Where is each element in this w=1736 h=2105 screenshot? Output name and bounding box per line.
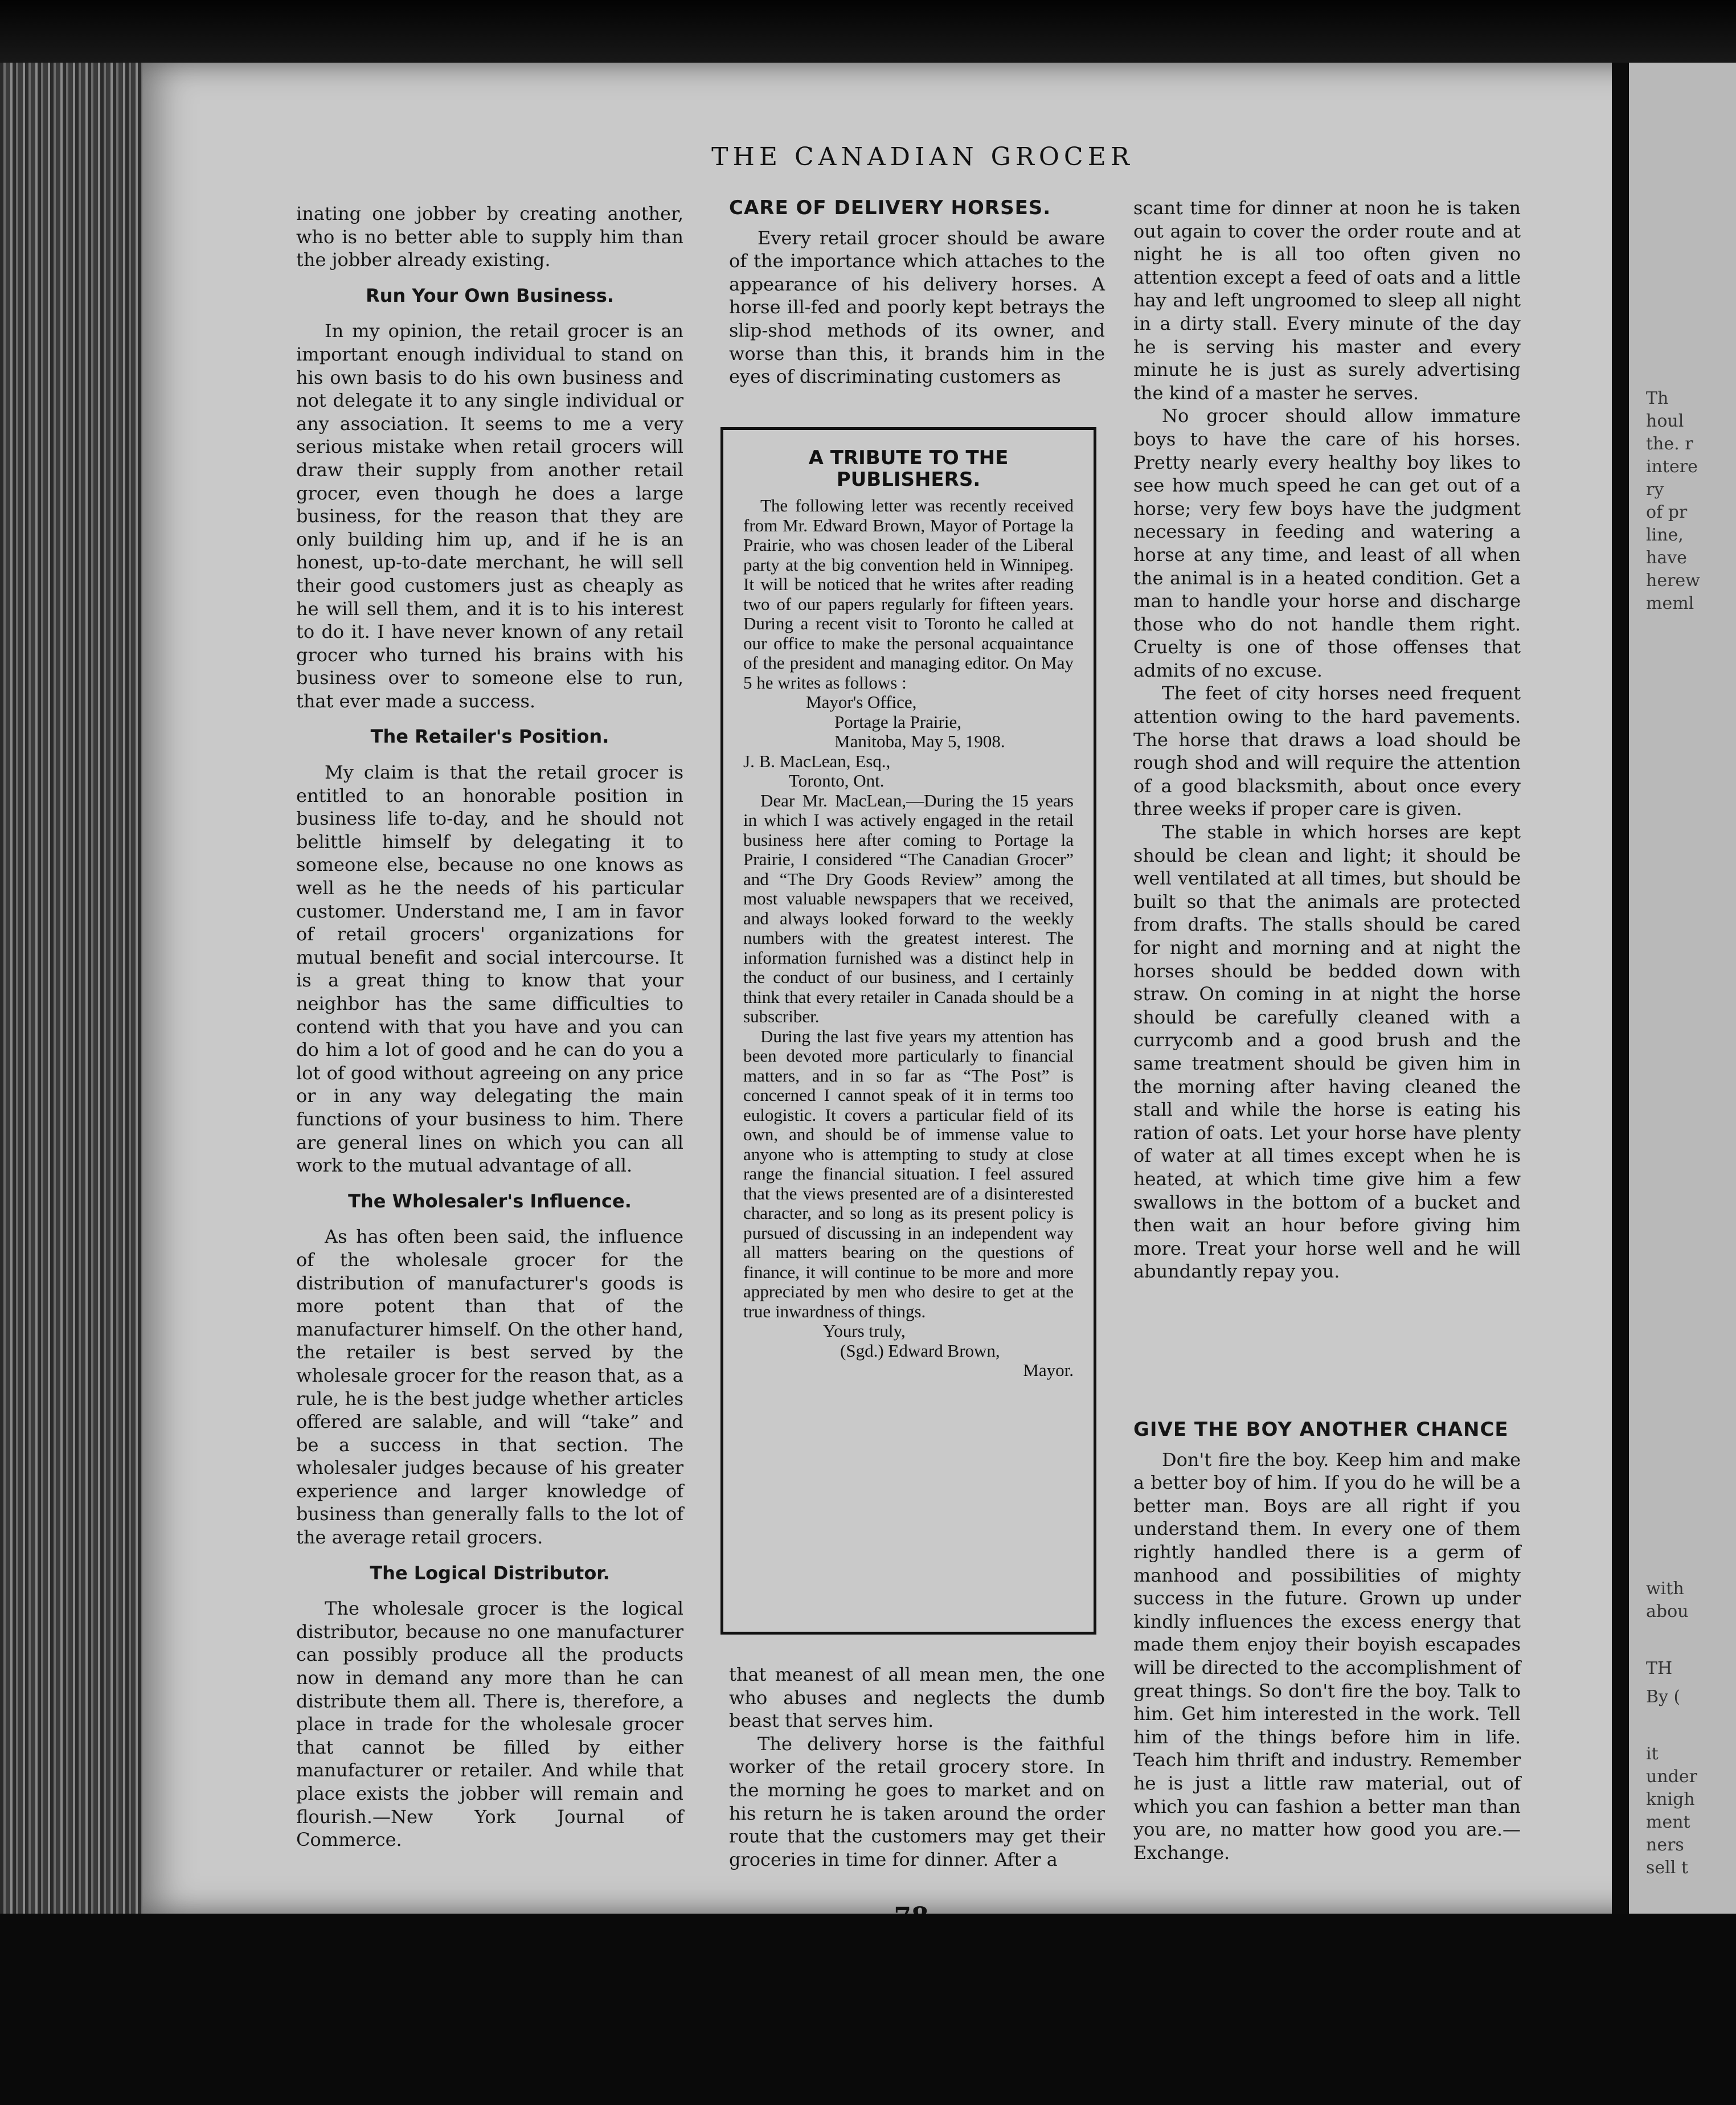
paragraph: The delivery horse is the faithful worker of the retail grocery store. In the morning he goes to market and on his return he is taken around the order route that the customers may get their groceries in time for dinner. After a [729,1733,1105,1870]
section-heading: The Wholesaler's Influence. [348,1190,632,1212]
letter-signature-line: Yours truly, [823,1321,906,1341]
letter-signature-line: (Sgd.) Edward Brown, [840,1340,1000,1361]
column-right-bottom [1133,1418,1521,1864]
letter-address-line: Mayor's Office, [806,692,917,712]
section-heading: The Logical Distributor. [370,1562,610,1584]
facing-page-fragment: Th [1646,388,1669,408]
paragraph: Don't fire the boy. Keep him and make a better boy of him. If you do he will be a better man. Boys are all right if you understand them. In every one of them rightly handled there is a germ of manhood and possibilities of mighty success in the future. Grown up under kindly influences the excess energy that made them enjoy their boyish escapades will be directed to the accomplishment of great things. So don't fire the boy. Talk to him. Get him interested in the work. Tell him of the things before him in life. Teach him thrift and industry. Remember he is just a little raw material, out of which you can fashion a better man than you are, no matter how good you are.—Exchange. [1133,1448,1521,1864]
paragraph: The stable in which horses are kept should be clean and light; it should be well ventilated at all times, but should be built so that the animals are protected from drafts. The stalls should be cared for night and morning and at night the horses should be bedded down with straw. On coming in at night the horse should be carefully cleaned with a currycomb and a good brush and the same treatment should be given him in the morning after having cleaned the stall and while the horse is eating his ration of oats. Let your horse have plenty of water at all times except when he is heated, at which time give him a few swallows in the bottom of a bucket and then wait an hour before giving him more. Treat your horse well and he will abundantly repay you. [1133,821,1521,1283]
facing-page-fragment: intere [1646,457,1698,477]
facing-page-fragment: ry [1646,480,1664,499]
facing-page-fragment: ment [1646,1812,1690,1832]
article-heading: GIVE THE BOY ANOTHER CHANCE [1133,1418,1509,1441]
scan-border-top [0,0,1736,68]
column-middle-top [729,196,1105,388]
tribute-box [720,427,1096,1635]
letter-recipient-line: Toronto, Ont. [789,771,885,791]
facing-page-fragment: meml [1646,593,1694,613]
column-right [1133,196,1521,1283]
article-heading: CARE OF DELIVERY HORSES. [729,196,1051,219]
facing-page-fragment: of pr [1646,502,1688,522]
paragraph: that meanest of all mean men, the one who abuses and neglects the dumb beast that serves him. [729,1664,1105,1732]
paragraph: During the last five years my attention has been devoted more particularly to financial matters, and in so far as “The Post” is concerned I cannot speak of it in terms too eulogistic. It covers a particular field of its own, and should be of immense value to anyone who is attempting to study at close range the financial situation. I feel assured that the views presented are of a disinterested character, and so long as its present policy is pursued of discussing in an independent way all matters bearing on the questions of finance, it will continue to be more and more appreciated by men who desire to get at the true inwardness of things. [743,1026,1074,1321]
letter-recipient-line: J. B. MacLean, Esq., [743,751,891,771]
facing-page-fragment: houl [1646,411,1684,431]
column-middle-bottom [729,1663,1105,1871]
letter-signature-line: Mayor. [1023,1360,1074,1380]
facing-page-fragment: have [1646,548,1687,568]
facing-page-fragment: under [1646,1767,1697,1787]
box-title: A TRIBUTE TO THE PUBLISHERS. [808,447,1009,491]
paragraph: inating one jobber by creating another, who is no better able to supply him than the jobber already existing. [296,203,683,271]
facing-page-fragment: line, [1646,525,1684,545]
paragraph: My claim is that the retail grocer is entitled to an honorable position in business life to-day, and he should not belittle himself by delegating it to someone else, because no one knows as well as he the needs of his particular customer. Understand me, I am in favor of retail grocers' organizations for mutual benefit and social intercourse. It is a great thing to know that your neighbor has the same difficulties to contend with that you have and you can do him a lot of good and he can do you a lot of good without agreeing on any price or in any way delegating the main functions of your business to him. There are general lines on which you can all work to the mutual advantage of all. [296,761,683,1177]
facing-page-fragment: TH [1646,1658,1673,1678]
facing-page-fragment: with [1646,1579,1684,1599]
paragraph: No grocer should allow immature boys to have the care of his horses. Pretty nearly every healthy boy likes to see how much speed he can get out of a horse; very few boys have the judgment necessary in feeding and watering a horse at any time, and least of all when the animal is in a heated condition. Get a man to handle your horse and discharge those who do not handle them right. Cruelty is one of those offenses that admits of no excuse. [1133,405,1521,681]
letter-address-line: Portage la Prairie, [834,711,961,732]
facing-page-fragment: the. r [1646,434,1693,454]
facing-page-fragment: ners [1646,1835,1684,1855]
paragraph: Every retail grocer should be aware of the importance which attaches to the appearance of his delivery horses. A horse ill-fed and poorly kept betrays the slip-shod methods of its owner, and worse than this, it brands him in the eyes of discriminating customers as [729,227,1105,388]
facing-page-edge [1612,63,1736,1914]
paragraph: The wholesale grocer is the logical distributor, because no one manufacturer can possibly produce all the products now in demand any more than he can distribute them all. There is, therefore, a place in trade for the wholesale grocer that cannot be filled by either manufacturer or retailer. And while that place exists the jobber will remain and flourish.—New York Journal of Commerce. [296,1598,683,1851]
scan-border-bottom [0,1914,1736,2105]
paragraph: Dear Mr. MacLean,—During the 15 years in which I was actively engaged in the retail business here after coming to Portage la Prairie, I considered “The Canadian Grocer” and “The Dry Goods Review” among the most valuable newspapers that we received, and always looked forward to the weekly numbers with the greatest interest. The information furnished was a distinct help in the conduct of our business, and I certainly think that every retailer in Canada should be a subscriber. [743,790,1074,1026]
facing-page-fragment: By ( [1646,1687,1681,1707]
paragraph: The feet of city horses need frequent attention owing to the hard pavements. The horse that draws a load should be rough shod and will require the attention of a good blacksmith, about once every three weeks if proper care is given. [1133,682,1521,820]
paragraph: In my opinion, the retail grocer is an important enough individual to stand on his own basis to do his own business and not delegate it to any single individual or any association. It seems to me a very serious mistake when retail grocers will draw their supply from another retail grocer, even though he does a large business, for the reason that they are only building him up, and if he is an honest, up-to-date merchant, he will sell their good customers just as cheaply as he will sell them, and it is to his interest to do it. I have never known of any retail grocer who turned his brains with his business over to someone else to run, that ever made a success. [296,320,683,712]
letter-address-line: Manitoba, May 5, 1908. [834,731,1005,751]
facing-page-fragment: knigh [1646,1789,1695,1809]
facing-page-fragment: abou [1646,1602,1689,1621]
paragraph: As has often been said, the influence of the wholesale grocer for the distribution of manufacturer's goods is more potent than that of the manufacturer himself. On the other hand, the retailer is best served by the wholesale grocer for the reason that, as a rule, he is the best judge whether articles offered are salable, and will “take” and be a success in that section. The wholesaler judges because of his greater experience and larger knowledge of business than generally falls to the lot of the average retail grocers. [296,1226,683,1549]
section-heading: The Retailer's Position. [370,726,609,748]
facing-page-fragment: it [1646,1744,1659,1764]
running-head: THE CANADIAN GROCER [711,142,1134,171]
paragraph: scant time for dinner at noon he is taken out again to cover the order route and at night he is all too often given no attention except a feed of oats and a little hay and left ungroomed to sleep all night in a dirty stall. Every minute of the day he is serving his master and every minute he is just as surely advertising the kind of a master he serves. [1133,197,1521,404]
facing-page-fragment: sell t [1646,1858,1688,1878]
section-heading: Run Your Own Business. [366,284,614,306]
facing-page-fragment: herew [1646,571,1700,591]
column-left [296,202,683,1852]
paragraph: The following letter was recently received from Mr. Edward Brown, Mayor of Portage la Prairie, who was chosen leader of the Liberal party at the big convention held in Winnipeg. It will be noticed that he writes after reading two of our papers regularly for fifteen years. During a recent visit to Toronto he called at our office to make the personal acquaintance of the president and managing editor. On May 5 he writes as follows : [743,495,1074,693]
book-page-edges [0,63,142,1914]
